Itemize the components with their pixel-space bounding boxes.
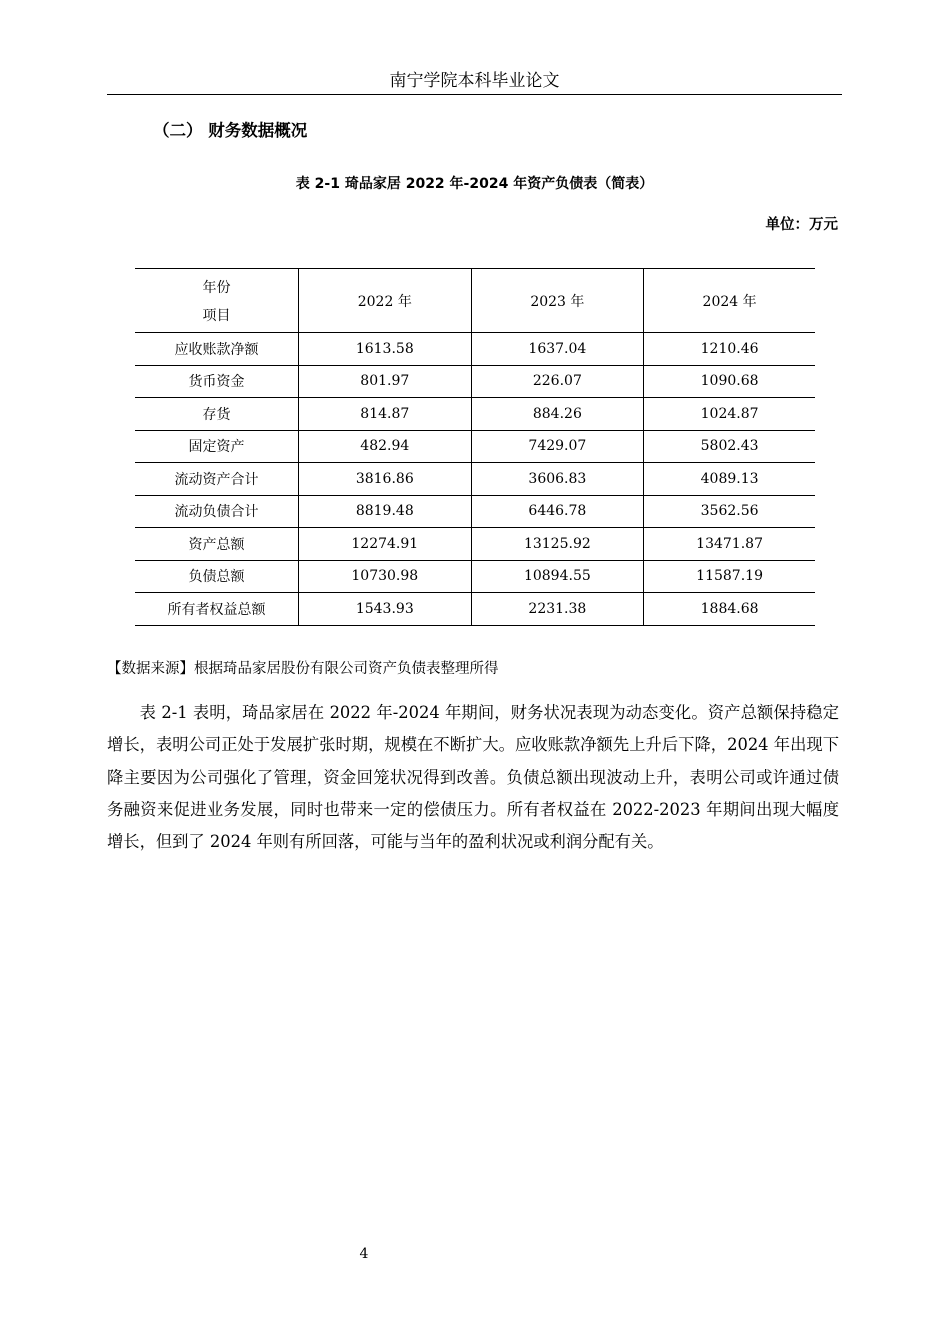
table-cell: 8819.48 bbox=[299, 495, 472, 528]
table-cell: 11587.19 bbox=[644, 560, 815, 593]
table-cell: 5802.43 bbox=[644, 430, 815, 463]
row-label: 货币资金 bbox=[135, 365, 299, 398]
table-cell: 1024.87 bbox=[644, 398, 815, 431]
table-row bbox=[135, 365, 815, 398]
row-label: 固定资产 bbox=[135, 430, 299, 463]
table-cell: 3816.86 bbox=[299, 463, 472, 496]
table-cell: 1637.04 bbox=[471, 333, 644, 366]
table-unit: 单位：万元 bbox=[765, 217, 838, 233]
table-cell: 1613.58 bbox=[299, 333, 472, 366]
table-cell: 3606.83 bbox=[471, 463, 644, 496]
table-row bbox=[135, 398, 815, 431]
row-label: 资产总额 bbox=[135, 528, 299, 561]
table-cell: 226.07 bbox=[471, 365, 644, 398]
body-paragraph: 表 2-1 表明，琦品家居在 2022 年-2024 年期间，财务状况表现为动态变化。资产总额保持稳定增长，表明公司正处于发展扩张时期，规模在不断扩大。应收账款净额先上升后下降，2024 年出现下降主要因为公司强化了管理，资金回笼状况得到改善。负债总额出现波动上升，表明公司或许通过债务融资来促进业务发展，同时也带来一定的偿债压力。所有者权益在 2022-2023 年期间出现大幅度增长，但到了 2024 年则有所回落，可能与当年的盈利状况或利润分配有关。 bbox=[107, 703, 839, 852]
page-number: 4 bbox=[359, 1246, 369, 1262]
header-item-label: 项目 bbox=[202, 307, 231, 324]
row-label: 所有者权益总额 bbox=[135, 593, 299, 626]
column-header: 2022 年 bbox=[299, 269, 472, 333]
section-title: （二） 财务数据概况 bbox=[153, 121, 308, 140]
row-label: 负债总额 bbox=[135, 560, 299, 593]
table-row bbox=[135, 560, 815, 593]
table-row bbox=[135, 528, 815, 561]
header-corner-cell bbox=[135, 269, 299, 333]
row-label: 流动资产合计 bbox=[135, 463, 299, 496]
data-source-note: 【数据来源】根据琦品家居股份有限公司资产负债表整理所得 bbox=[107, 661, 499, 677]
table-cell: 884.26 bbox=[471, 398, 644, 431]
table-cell: 1090.68 bbox=[644, 365, 815, 398]
table-cell: 814.87 bbox=[299, 398, 472, 431]
header-year-label: 年份 bbox=[202, 279, 231, 296]
table-cell: 1210.46 bbox=[644, 333, 815, 366]
table-header-row bbox=[135, 269, 815, 333]
row-label: 应收账款净额 bbox=[135, 333, 299, 366]
table-cell: 1543.93 bbox=[299, 593, 472, 626]
table-cell: 10894.55 bbox=[471, 560, 644, 593]
balance-sheet-table bbox=[135, 268, 815, 626]
table-cell: 13125.92 bbox=[471, 528, 644, 561]
table-cell: 7429.07 bbox=[471, 430, 644, 463]
table-cell: 12274.91 bbox=[299, 528, 472, 561]
table-cell: 482.94 bbox=[299, 430, 472, 463]
table-cell: 1884.68 bbox=[644, 593, 815, 626]
table-row bbox=[135, 593, 815, 626]
column-header: 2024 年 bbox=[644, 269, 815, 333]
table-row bbox=[135, 430, 815, 463]
table-cell: 3562.56 bbox=[644, 495, 815, 528]
row-label: 存货 bbox=[135, 398, 299, 431]
table-cell: 10730.98 bbox=[299, 560, 472, 593]
table-caption: 表 2-1 琦品家居 2022 年-2024 年资产负债表（简表） bbox=[295, 176, 654, 192]
table-row bbox=[135, 333, 815, 366]
page-header: 南宁学院本科毕业论文 bbox=[107, 70, 842, 95]
table-row bbox=[135, 463, 815, 496]
table-cell: 2231.38 bbox=[471, 593, 644, 626]
row-label: 流动负债合计 bbox=[135, 495, 299, 528]
table-row bbox=[135, 495, 815, 528]
table-cell: 4089.13 bbox=[644, 463, 815, 496]
table-cell: 6446.78 bbox=[471, 495, 644, 528]
column-header: 2023 年 bbox=[471, 269, 644, 333]
table-cell: 801.97 bbox=[299, 365, 472, 398]
table-cell: 13471.87 bbox=[644, 528, 815, 561]
